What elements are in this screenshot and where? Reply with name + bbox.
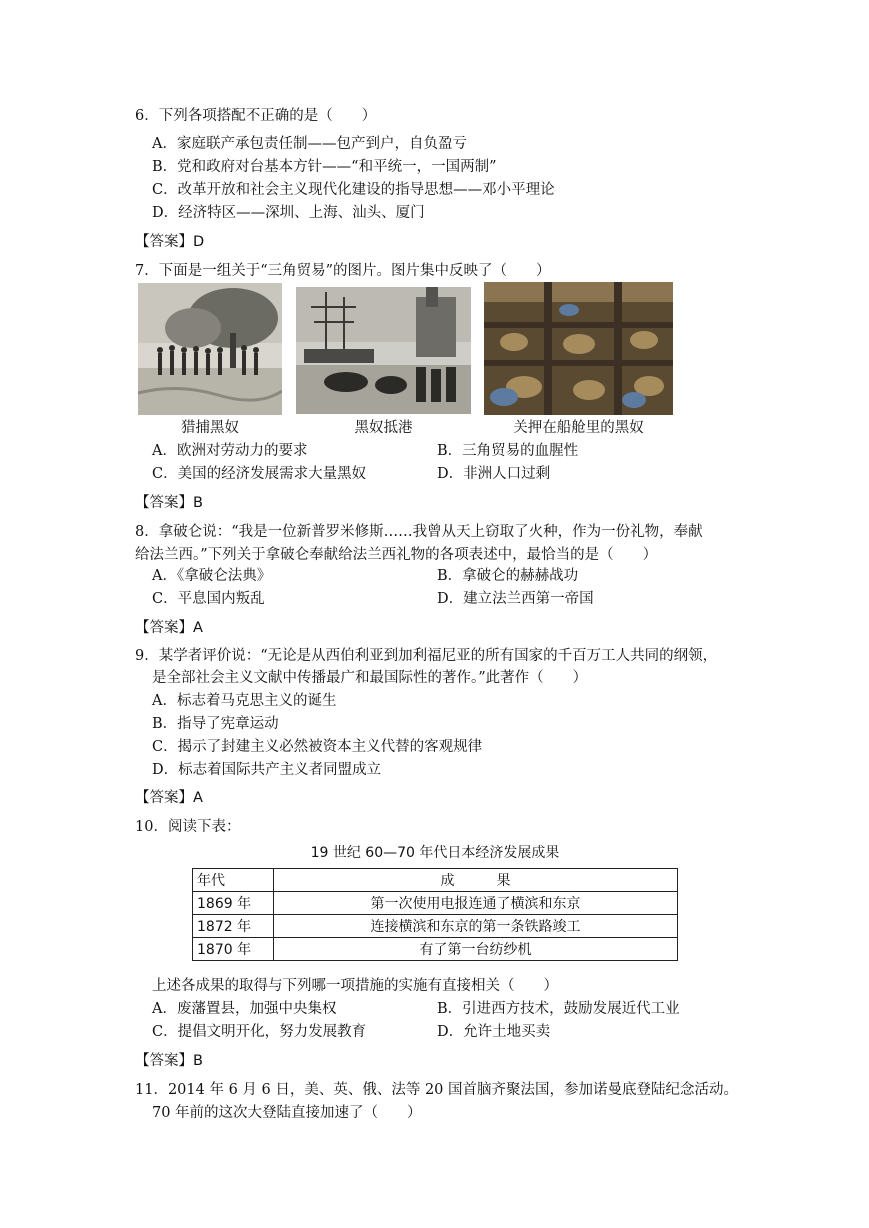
q9-option-b: B．指导了宪章运动	[152, 716, 279, 732]
header-year: 年代	[193, 869, 274, 892]
table-row	[193, 938, 678, 961]
q6-option-b: B．党和政府对台基本方针——“和平统一，一国两制”	[152, 159, 497, 175]
q8-option-b: B．拿破仑的赫赫战功	[437, 568, 579, 584]
caption-slaves-arrive: 黑奴抵港	[354, 420, 413, 436]
caption-slave-hunting: 猎捕黑奴	[181, 420, 239, 436]
q9-option-c: C．揭示了封建主义必然被资本主义代替的客观规律	[152, 739, 483, 755]
q7-option-a: A．欧洲对劳动力的要求	[152, 443, 308, 459]
q10-option-b: B．引进西方技术，鼓励发展近代工业	[437, 1001, 680, 1017]
row-achievement: 连接横滨和东京的第一条铁路竣工	[274, 915, 678, 938]
q7-option-d: D．非洲人口过剩	[437, 466, 551, 482]
table-row	[193, 892, 678, 915]
row-year: 1872 年	[193, 915, 274, 938]
q6-option-c: C．改革开放和社会主义现代化建设的指导思想——邓小平理论	[152, 182, 555, 198]
caption-ship-hold: 关押在船舱里的黑奴	[513, 420, 644, 436]
q11-stem-line2: 70 年前的这次大登陆直接加速了（ ）	[152, 1105, 422, 1121]
q7-answer: 【答案】B	[135, 495, 203, 511]
q6-stem: 6．下列各项搭配不正确的是（ ）	[135, 108, 377, 124]
q10-answer: 【答案】B	[135, 1053, 203, 1069]
q6-option-a: A．家庭联产承包责任制——包产到户，自负盈亏	[152, 136, 467, 152]
q7-option-c: C．美国的经济发展需求大量黑奴	[152, 466, 367, 482]
table-title: 19 世纪 60—70 年代日本经济发展成果	[310, 845, 560, 861]
q9-stem-line1: 9．某学者评价说：“无论是从西伯利亚到加利福尼亚的所有国家的千百万工人共同的纲领，	[135, 648, 718, 664]
row-year: 1869 年	[193, 892, 274, 915]
q6-answer: 【答案】D	[135, 234, 205, 250]
q10-stem: 10．阅读下表：	[135, 819, 241, 835]
japan-economy-table	[192, 868, 678, 961]
q10-option-c: C．提倡文明开化，努力发展教育	[152, 1024, 367, 1040]
q10-question: 上述各成果的取得与下列哪一项措施的实施有直接相关（ ）	[152, 978, 558, 994]
q6-option-d: D．经济特区——深圳、上海、汕头、厦门	[152, 205, 425, 221]
q11-stem-line1: 11．2014 年 6 月 6 日，美、英、俄、法等 20 国首脑齐聚法国，参加诺曼底登陆纪念活动。	[135, 1082, 739, 1098]
q7-option-b: B．三角贸易的血腥性	[437, 443, 579, 459]
row-year: 1870 年	[193, 938, 274, 961]
q7-stem: 7．下面是一组关于“三角贸易”的图片。图片集中反映了（ ）	[135, 263, 551, 279]
q10-option-a: A．废藩置县，加强中央集权	[152, 1001, 337, 1017]
q9-option-d: D．标志着国际共产主义者同盟成立	[152, 762, 382, 778]
slave-hunting-image	[138, 283, 282, 415]
row-achievement: 有了第一台纺纱机	[274, 938, 678, 961]
q9-option-a: A．标志着马克思主义的诞生	[152, 693, 337, 709]
header-achievement: 成 果	[274, 869, 678, 892]
row-achievement: 第一次使用电报连通了横滨和东京	[274, 892, 678, 915]
q8-option-a: A．《拿破仑法典》	[152, 568, 272, 584]
q9-stem-line2: 是全部社会主义文献中传播最广和最国际性的著作。”此著作（ ）	[152, 670, 588, 686]
q8-answer: 【答案】A	[135, 620, 203, 636]
q9-answer: 【答案】A	[135, 790, 203, 806]
q8-option-d: D．建立法兰西第一帝国	[437, 591, 594, 607]
q10-option-d: D．允许土地买卖	[437, 1024, 551, 1040]
q8-option-c: C．平息国内叛乱	[152, 591, 265, 607]
slaves-arrive-port-image	[296, 287, 471, 414]
q8-stem-line2: 给法兰西。”下列关于拿破仑奉献给法兰西礼物的各项表述中，最恰当的是（ ）	[135, 547, 658, 563]
q8-stem-line1: 8．拿破仑说：“我是一位新普罗米修斯……我曾从天上窃取了火种，作为一份礼物，奉献	[135, 524, 703, 540]
table-header-row	[193, 869, 678, 892]
table-row	[193, 915, 678, 938]
slaves-in-ship-hold-image	[484, 282, 673, 415]
